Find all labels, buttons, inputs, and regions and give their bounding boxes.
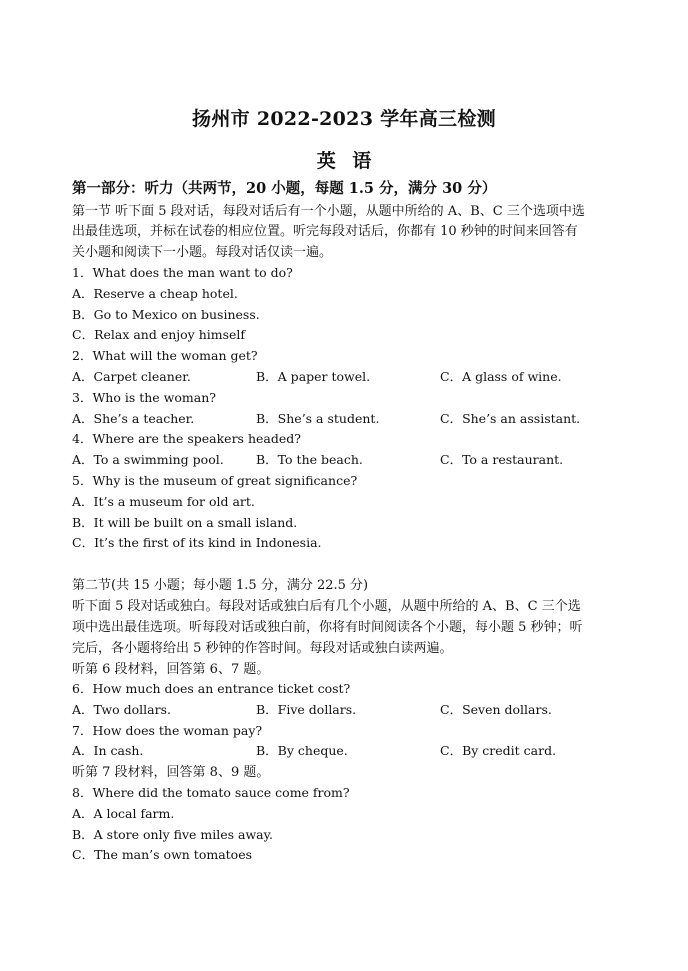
section1-intro-line-1: 第一节 听下面 5 段对话，每段对话后有一个小题，从题中所给的 A、B、C 三个选项中选 <box>72 204 585 219</box>
q7-question: 7．How does the woman pay? <box>72 723 263 738</box>
q5-option-b: B．It will be built on a small island. <box>72 515 298 530</box>
material-6-instruction: 听第 6 段材料，回答第 6、7 题。 <box>72 662 270 677</box>
section1-intro-line-3: 关小题和阅读下一小题。每段对话仅读一遍。 <box>72 245 333 260</box>
q1-option-c: C．Relax and enjoy himself <box>72 327 246 342</box>
q6-question: 6．How much does an entrance ticket cost? <box>72 681 351 696</box>
section2-heading: 第二节(共 15 小题；每小题 1.5 分，满分 22.5 分) <box>72 578 369 593</box>
q4-option-a: A．To a swimming pool. <box>72 452 224 467</box>
q2-question: 2．What will the woman get? <box>72 348 258 363</box>
q7-option-c: C．By credit card. <box>440 743 557 758</box>
q8-option-b: B．A store only five miles away. <box>72 827 273 842</box>
q7-option-b: B．By cheque. <box>256 743 348 758</box>
exam-title: 扬州市 2022-2023 学年高三检测 <box>192 108 496 130</box>
material-7-instruction: 听第 7 段材料，回答第 8、9 题。 <box>72 765 270 780</box>
q2-option-a: A．Carpet cleaner. <box>72 369 191 384</box>
q2-option-b: B．A paper towel. <box>256 369 371 384</box>
q2-option-c: C．A glass of wine. <box>440 369 562 384</box>
q3-option-a: A．She’s a teacher. <box>72 411 195 426</box>
exam-subject: 英 语 <box>316 150 372 172</box>
q8-question: 8．Where did the tomato sauce come from? <box>72 785 350 800</box>
q5-option-a: A．It’s a museum for old art. <box>72 494 255 509</box>
q3-option-c: C．She’s an assistant. <box>440 411 581 426</box>
part1-heading: 第一部分：听力（共两节，20 小题，每题 1.5 分，满分 30 分） <box>72 180 497 197</box>
q8-option-c: C．The man’s own tomatoes <box>72 847 253 862</box>
q4-question: 4．Where are the speakers headed? <box>72 431 301 446</box>
q5-question: 5．Why is the museum of great significance? <box>72 473 358 488</box>
q4-option-c: C．To a restaurant. <box>440 452 564 467</box>
section2-intro-line-2: 项中选出最佳选项。听每段对话或独白前，你将有时间阅读各个小题，每小题 5 秒钟；听 <box>72 620 583 635</box>
q6-option-c: C．Seven dollars. <box>440 702 552 717</box>
section1-intro-line-2: 出最佳选项，并标在试卷的相应位置。听完每段对话后，你都有 10 秒钟的时间来回答有 <box>72 224 578 239</box>
q1-question: 1．What does the man want to do? <box>72 265 293 280</box>
q4-option-b: B．To the beach. <box>256 452 363 467</box>
q1-option-a: A．Reserve a cheap hotel. <box>72 286 238 301</box>
q3-option-b: B．She’s a student. <box>256 411 380 426</box>
q5-option-c: C．It’s the first of its kind in Indonesia. <box>72 535 322 550</box>
q3-question: 3．Who is the woman? <box>72 390 216 405</box>
section2-intro-line-3: 完后，各小题将给出 5 秒钟的作答时间。每段对话或独白读两遍。 <box>72 641 453 656</box>
q1-option-b: B．Go to Mexico on business. <box>72 307 260 322</box>
q6-option-b: B．Five dollars. <box>256 702 357 717</box>
q6-option-a: A．Two dollars. <box>72 702 171 717</box>
q7-option-a: A．In cash. <box>72 743 144 758</box>
section2-intro-line-1: 听下面 5 段对话或独白。每段对话或独白后有几个小题，从题中所给的 A、B、C 三个选 <box>72 599 581 614</box>
q8-option-a: A．A local farm. <box>72 806 175 821</box>
